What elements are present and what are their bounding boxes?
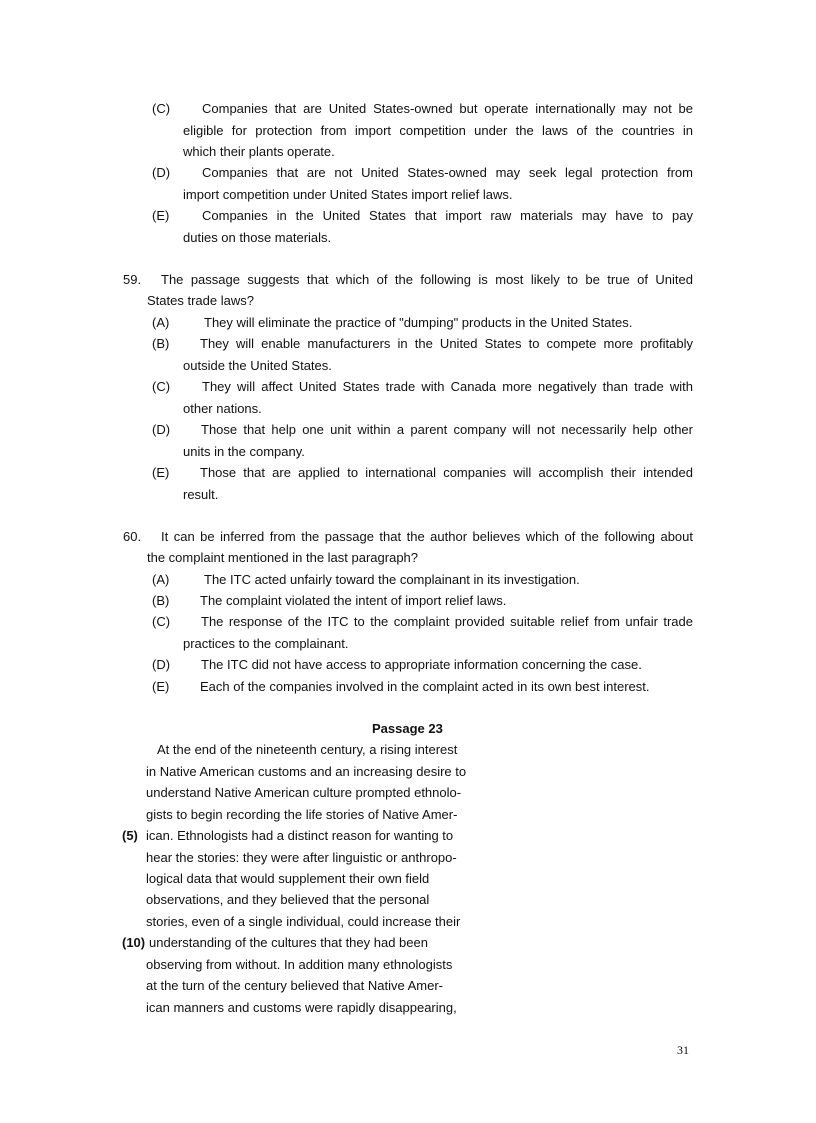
q58-d-letter: (D) (152, 165, 171, 180)
q59-number: 59. (123, 272, 142, 287)
q58-e-letter: (E) (152, 208, 170, 223)
q59-a-line1: They will eliminate the practice of "dumping" products in the United States. (204, 315, 633, 330)
page-number: 31 (677, 1043, 689, 1057)
passage-heading: Passage 23 (372, 721, 443, 736)
passage-line-1: At the end of the nineteenth century, a rising interest (157, 742, 458, 757)
q58-c-line2: eligible for protection from import competition under the laws of the countries in (183, 123, 693, 138)
passage-line-7: logical data that would supplement their own field (146, 871, 430, 886)
q59-e-letter: (E) (152, 465, 170, 480)
passage-line-4: gists to begin recording the life stories of Native Amer- (146, 807, 458, 822)
q60-b-line1: The complaint violated the intent of import relief laws. (200, 593, 507, 608)
q58-d-line2: import competition under United States import relief laws. (183, 187, 513, 202)
q60-a-letter: (A) (152, 572, 170, 587)
q58-c-letter: (C) (152, 101, 171, 116)
line-marker-10: (10) (122, 935, 146, 950)
q59-a-letter: (A) (152, 315, 170, 330)
q59-b-line2: outside the United States. (183, 358, 332, 373)
q60-d-line1: The ITC did not have access to appropriate information concerning the case. (201, 657, 642, 672)
q59-e-line2: result. (183, 487, 219, 502)
q59-d-line1: Those that help one unit within a parent company will not necessarily help other (201, 422, 693, 437)
q58-c-line3: which their plants operate. (183, 144, 335, 159)
q60-a-line1: The ITC acted unfairly toward the complainant in its investigation. (204, 572, 580, 587)
passage-line-6: hear the stories: they were after linguistic or anthropo- (146, 850, 457, 865)
q60-c-letter: (C) (152, 614, 171, 629)
q59-d-letter: (D) (152, 422, 171, 437)
q59-c-letter: (C) (152, 379, 171, 394)
q59-stem-line1: The passage suggests that which of the following is most likely to be true of United (161, 272, 693, 287)
q60-c-line2: practices to the complainant. (183, 636, 349, 651)
passage-line-5: ican. Ethnologists had a distinct reason for wanting to (146, 828, 454, 843)
q60-b-letter: (B) (152, 593, 170, 608)
q59-b-letter: (B) (152, 336, 170, 351)
passage-line-9: stories, even of a single individual, could increase their (146, 914, 461, 929)
q60-c-line1: The response of the ITC to the complaint provided suitable relief from unfair trade (201, 614, 693, 629)
q60-e-line1: Each of the companies involved in the complaint acted in its own best interest. (200, 679, 650, 694)
q58-e-line1: Companies in the United States that import raw materials may have to pay (202, 208, 693, 223)
q59-c-line1: They will affect United States trade with Canada more negatively than trade with (202, 379, 693, 394)
q58-e-line2: duties on those materials. (183, 230, 332, 245)
passage-line-11: observing from without. In addition many ethnologists (146, 957, 453, 972)
q59-c-line2: other nations. (183, 401, 262, 416)
q59-d-line2: units in the company. (183, 444, 305, 459)
q60-d-letter: (D) (152, 657, 171, 672)
passage-line-13: ican manners and customs were rapidly disappearing, (146, 1000, 457, 1015)
q60-number: 60. (123, 529, 142, 544)
passage-line-3: understand Native American culture prompted ethnolo- (146, 785, 462, 800)
q58-d-line1: Companies that are not United States-owned may seek legal protection from (202, 165, 693, 180)
q60-stem-line2: the complaint mentioned in the last paragraph? (147, 550, 419, 565)
line-marker-5: (5) (122, 828, 138, 843)
q59-b-line1: They will enable manufacturers in the United States to compete more profitably (200, 336, 693, 351)
q60-stem-line1: It can be inferred from the passage that the author believes which of the following about (161, 529, 693, 544)
q60-e-letter: (E) (152, 679, 170, 694)
passage-line-8: observations, and they believed that the personal (146, 892, 430, 907)
passage-line-10: understanding of the cultures that they had been (149, 935, 428, 950)
q59-stem-line2: States trade laws? (147, 293, 254, 308)
passage-line-2: in Native American customs and an increasing desire to (146, 764, 467, 779)
q58-c-line1: Companies that are United States-owned but operate internationally may not be (202, 101, 693, 116)
q59-e-line1: Those that are applied to international companies will accomplish their intended (200, 465, 693, 480)
passage-line-12: at the turn of the century believed that Native Amer- (146, 978, 443, 993)
